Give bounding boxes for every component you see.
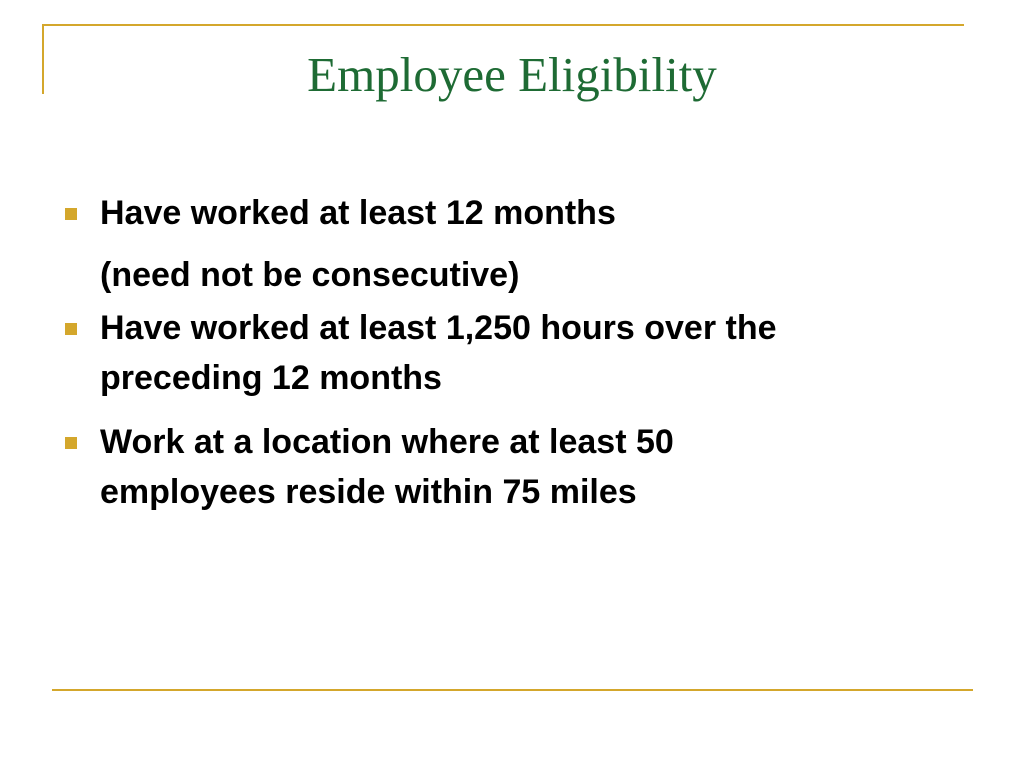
- bullet-text-line: employees reside within 75 miles: [100, 473, 637, 511]
- square-bullet-icon: [65, 208, 77, 220]
- bullet-text-line: Work at a location where at least 50: [100, 423, 674, 461]
- bullet-text-line: Have worked at least 12 months: [100, 194, 616, 232]
- square-bullet-icon: [65, 323, 77, 335]
- bullet-item: [100, 417, 980, 517]
- bullet-item: [100, 303, 980, 417]
- bullet-text-line: preceding 12 months: [100, 359, 442, 397]
- frame-bottom-rule: [52, 689, 973, 691]
- frame-top-rule: [42, 24, 964, 26]
- bullet-text-continuation: (need not be consecutive): [100, 256, 520, 294]
- bullet-text-line: Have worked at least 1,250 hours over the: [100, 309, 777, 347]
- bullet-list: [100, 187, 980, 517]
- bullet-item: [100, 187, 980, 303]
- slide-title: Employee Eligibility: [307, 47, 717, 102]
- square-bullet-icon: [65, 437, 77, 449]
